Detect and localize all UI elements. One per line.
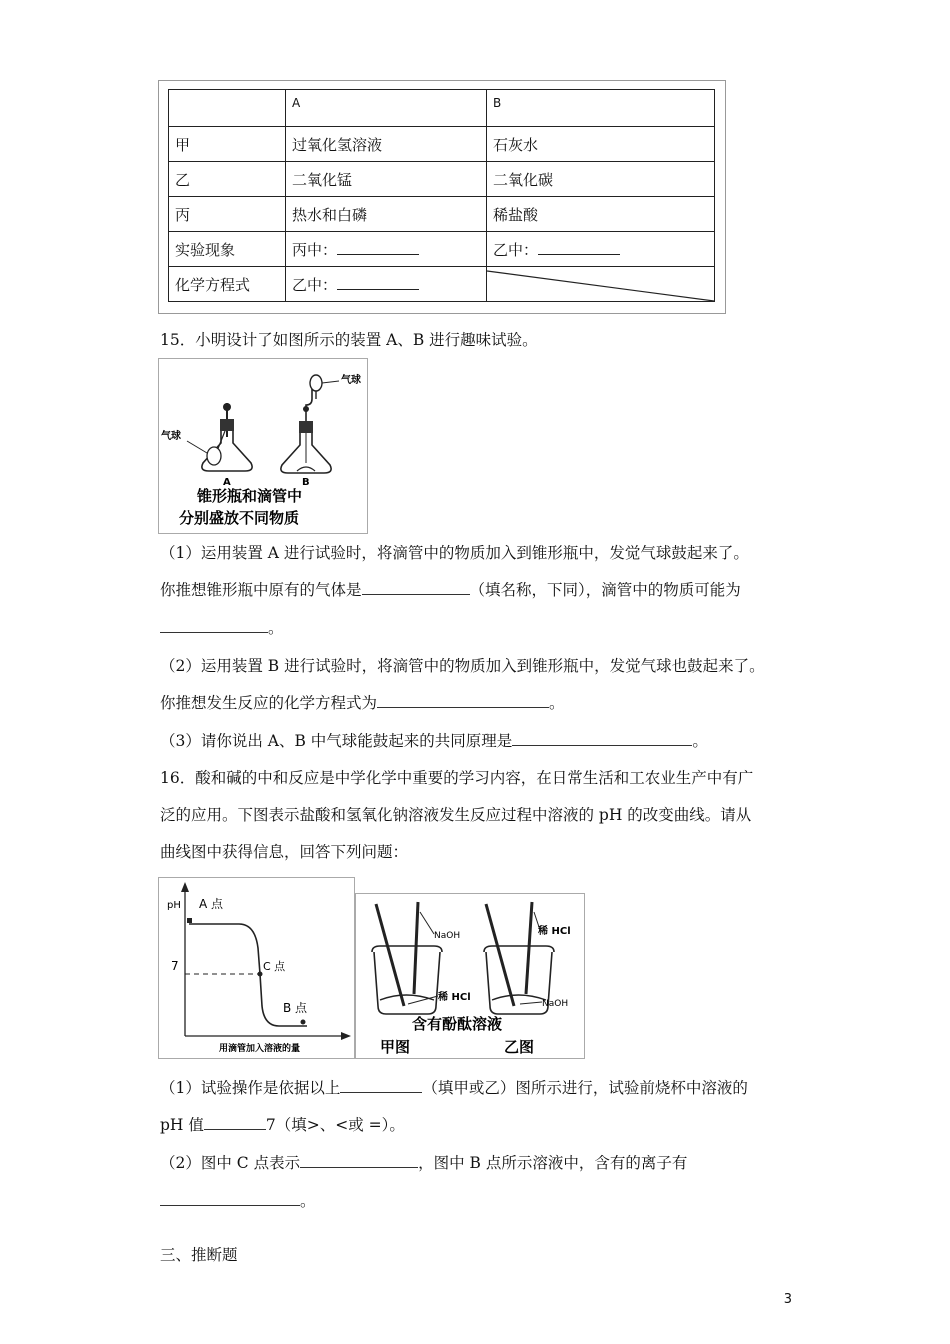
q15-p1-line2 bbox=[160, 580, 741, 600]
phenolphthalein-caption: 含有酚酞溶液 bbox=[412, 1015, 503, 1033]
q16-p1-line1 bbox=[160, 1078, 748, 1098]
x-axis-label: 用滴管加入溶液的量 bbox=[219, 1044, 301, 1054]
beaker-right-icon bbox=[484, 902, 554, 1014]
header-cell-b: B bbox=[487, 90, 715, 127]
q15-p2-line2 bbox=[160, 693, 565, 713]
point-a-label: A 点 bbox=[199, 897, 224, 911]
q15-p1-line2-b: （填名称，下同），滴管中的物质可能为 bbox=[469, 581, 741, 599]
diagonal-line bbox=[487, 267, 714, 301]
q16-p1-line2-a: pH 值 bbox=[160, 1116, 204, 1134]
cell-a: 二氧化锰 bbox=[286, 162, 487, 197]
q15-p3-a: （3）请你说出 A、B 中气球能鼓起来的共同原理是 bbox=[160, 732, 513, 750]
q16-line2: 泛的应用。下图表示盐酸和氢氧化钠溶液发生反应过程中溶液的 pH 的改变曲线。请从 bbox=[160, 806, 752, 824]
q15-p3-end: 。 bbox=[692, 732, 708, 750]
right-liquid-label: NaOH bbox=[542, 999, 569, 1009]
q15-p1-line3 bbox=[160, 618, 284, 638]
tick-7-label: 7 bbox=[171, 959, 179, 973]
header-cell-a: A bbox=[286, 90, 487, 127]
q16-p2-end: 。 bbox=[300, 1192, 316, 1210]
point-c-marker bbox=[258, 972, 263, 977]
q15-p1-line3-end: 。 bbox=[268, 619, 284, 637]
flask-a-label: A bbox=[223, 477, 231, 488]
beakers-figure bbox=[355, 893, 585, 1059]
y-axis-arrow-icon bbox=[181, 882, 189, 892]
cell-a bbox=[286, 232, 487, 267]
answer-blank[interactable] bbox=[300, 1153, 418, 1168]
point-b-label: B 点 bbox=[283, 1001, 308, 1015]
q16-line3: 曲线图中获得信息，回答下列问题： bbox=[160, 843, 409, 861]
q16-p1-a: （1）试验操作是依据以上 bbox=[160, 1079, 341, 1097]
answer-blank[interactable] bbox=[204, 1115, 266, 1130]
answer-blank[interactable] bbox=[337, 277, 419, 290]
q15-p3 bbox=[160, 731, 708, 751]
beakers-diagram bbox=[356, 894, 584, 1058]
q16-p2-b: ，图中 B 点所示溶液中，含有的离子有 bbox=[418, 1154, 688, 1172]
q15-title: 15．小明设计了如图所示的装置 A、B 进行趣味试验。 bbox=[160, 331, 538, 349]
balloon-label-right: 气球 bbox=[341, 375, 361, 386]
row-label: 甲 bbox=[169, 127, 286, 162]
table-header-row bbox=[169, 90, 715, 127]
q16-p1-b: （填甲或乙）图所示进行，试验前烧杯中溶液的 bbox=[422, 1079, 748, 1097]
q15-p2-line2-end: 。 bbox=[549, 694, 565, 712]
table-row bbox=[169, 162, 715, 197]
y-axis-label: pH bbox=[167, 900, 181, 911]
row-label: 乙 bbox=[169, 162, 286, 197]
q15-figure bbox=[158, 358, 368, 534]
point-a-marker bbox=[187, 918, 192, 923]
q16-line1: 16．酸和碱的中和反应是中学化学中重要的学习内容，在日常生活和工农业生产中有广 bbox=[160, 769, 754, 787]
left-dropper-label: NaOH bbox=[434, 931, 461, 941]
answer-blank[interactable] bbox=[538, 242, 620, 255]
row-label: 化学方程式 bbox=[169, 267, 286, 302]
table-row bbox=[169, 267, 715, 302]
q16-p2-line2 bbox=[160, 1191, 316, 1211]
q15-p2-line1: （2）运用装置 B 进行试验时，将滴管中的物质加入到锥形瓶中，发觉气球也鼓起来了。 bbox=[160, 657, 765, 675]
header-cell-empty bbox=[169, 90, 286, 127]
flask-apparatus bbox=[159, 359, 367, 533]
right-dropper-label: 稀 HCl bbox=[538, 926, 571, 937]
balloon-label-left: 气球 bbox=[161, 431, 181, 442]
ph-curve-chart bbox=[159, 878, 354, 1058]
flask-b-icon bbox=[281, 375, 339, 473]
cell-b: 石灰水 bbox=[487, 127, 715, 162]
cell-a-text: 乙中： bbox=[292, 275, 338, 294]
answer-blank[interactable] bbox=[377, 693, 549, 708]
answer-blank[interactable] bbox=[340, 1078, 422, 1093]
q15-p1-line2-a: 你推想锥形瓶中原有的气体是 bbox=[160, 581, 362, 599]
beaker-left-icon bbox=[372, 902, 442, 1014]
cell-b bbox=[487, 232, 715, 267]
row-label: 实验现象 bbox=[169, 232, 286, 267]
table-row bbox=[169, 197, 715, 232]
ph-curve-figure bbox=[158, 877, 355, 1059]
table-row bbox=[169, 232, 715, 267]
cell-a bbox=[286, 267, 487, 302]
q15-p1-line1: （1）运用装置 A 进行试验时，将滴管中的物质加入到锥形瓶中，发觉气球鼓起来了。 bbox=[160, 544, 749, 562]
point-c-label: C 点 bbox=[263, 960, 286, 973]
answer-blank[interactable] bbox=[512, 731, 692, 746]
table-row bbox=[169, 127, 715, 162]
answer-blank[interactable] bbox=[160, 1191, 300, 1206]
left-beaker-name: 甲图 bbox=[380, 1038, 411, 1056]
page-number: 3 bbox=[783, 1292, 792, 1307]
cell-b: 二氧化碳 bbox=[487, 162, 715, 197]
cell-a-text: 丙中： bbox=[292, 240, 338, 259]
x-axis-arrow-icon bbox=[341, 1032, 351, 1040]
q16-p2-a: （2）图中 C 点表示 bbox=[160, 1154, 301, 1172]
q16-p1-line2 bbox=[160, 1115, 405, 1135]
answer-blank[interactable] bbox=[337, 242, 419, 255]
figure-caption-line1: 锥形瓶和滴管中 bbox=[197, 487, 303, 505]
cell-a: 过氧化氢溶液 bbox=[286, 127, 487, 162]
q15-p2-line2-a: 你推想发生反应的化学方程式为 bbox=[160, 694, 378, 712]
row-label: 丙 bbox=[169, 197, 286, 232]
cell-b: 稀盐酸 bbox=[487, 197, 715, 232]
cell-a: 热水和白磷 bbox=[286, 197, 487, 232]
q16-p2-line1 bbox=[160, 1153, 687, 1173]
answer-blank[interactable] bbox=[362, 580, 470, 595]
section-heading: 三、推断题 bbox=[160, 1246, 238, 1264]
point-b-marker bbox=[301, 1020, 306, 1025]
reagent-table bbox=[168, 89, 715, 302]
flask-a-icon bbox=[187, 403, 252, 471]
cell-b-text: 乙中： bbox=[493, 240, 539, 259]
right-beaker-name: 乙图 bbox=[504, 1038, 535, 1056]
flask-b-label: B bbox=[302, 477, 310, 488]
q16-p1-line2-b: 7（填>、<或 =）。 bbox=[265, 1116, 405, 1134]
answer-blank[interactable] bbox=[160, 618, 268, 633]
figure-caption-line2: 分别盛放不同物质 bbox=[179, 509, 300, 527]
left-liquid-label: 稀 HCl bbox=[438, 992, 471, 1003]
diagonal-cell bbox=[487, 267, 715, 302]
